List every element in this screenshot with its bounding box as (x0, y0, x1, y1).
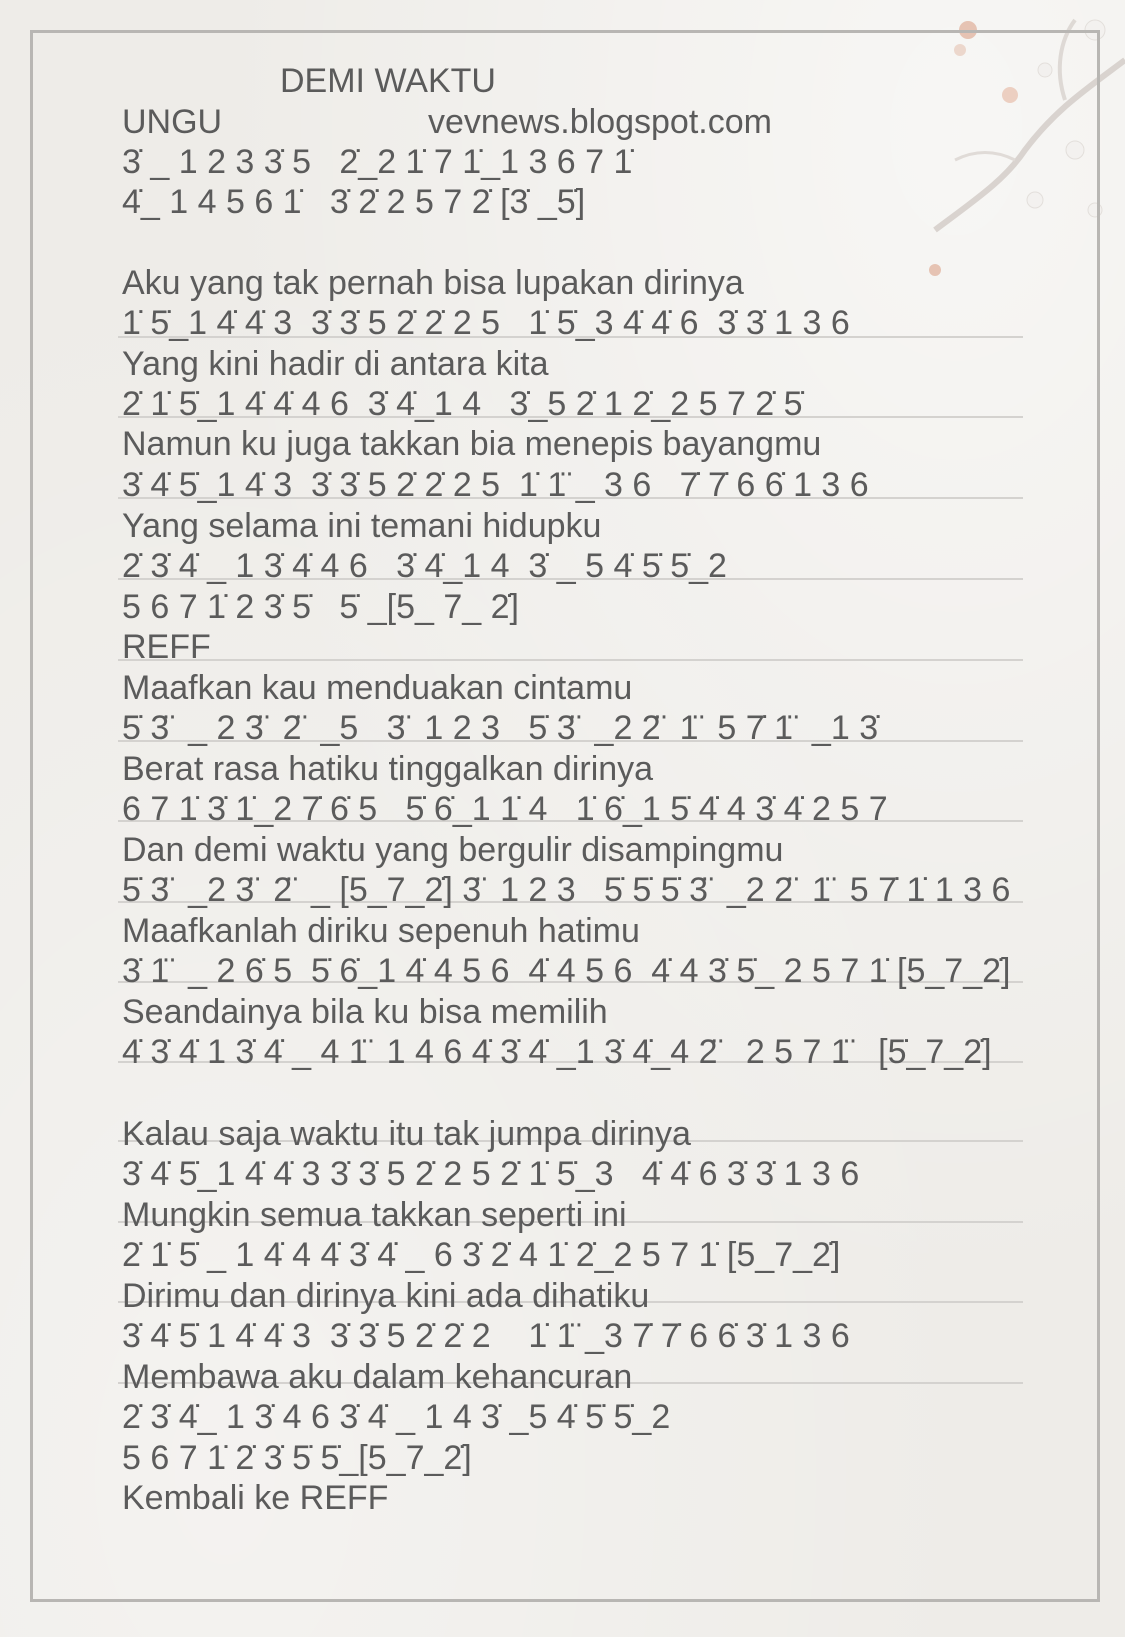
source-site: vevnews.blogspot.com (428, 103, 772, 141)
section-label: Kembali ke REFF (122, 1479, 389, 1517)
notation-line: 1̇ 5̇_1 4̇ 4̇ 3 3̇ 3̇ 5 2̇ 2̇ 2 5 1̇ 5̇_3 4̇ 4̇ 6 3̇ 3̇ 1 3 6 (122, 304, 850, 342)
lyric-line: Yang kini hadir di antara kita (122, 345, 549, 383)
notation-line: 3̇ 1̈ _ 2 6̇ 5 5̇ 6̇_1 4̇ 4 5 6 4̇ 4 5 6 4̇ 4 3̇ 5̇_ 2 5 7 1̇ [5_7_2̇] (122, 952, 1011, 990)
notation-line: 5 6 7 1̇ 2 3̇ 5̇ 5̇ _[5_ 7_ 2̇] (122, 588, 519, 626)
notation-line: 3̇ _ 1 2 3 3̇ 5 2̇_2 1̇ 7 1̇_1 3 6 7 1̇ (122, 143, 633, 181)
lyric-line: Yang selama ini temani hidupku (122, 507, 602, 545)
notation-line: 4̇ 3̇ 4̇ 1 3̇ 4̇ _ 4 1̈ 1 4 6 4̇ 3̇ 4̇ _1 3̇ 4̇_4 2̈ 2 5 7 1̈ [5̇_7_2̇] (122, 1033, 992, 1071)
notation-line: 5̇ 3̈ _2 3̈ 2̈ _ [5_7_2̇] 3̈ 1 2 3 5̇ 5̇ 5̇ 3̈ _2 2̈ 1̈ 5 7̇ 1̇ 1 3 6 (122, 871, 1011, 909)
artist-name: UNGU (122, 103, 223, 141)
notation-line: 5̇ 3̈ _ 2 3̈ 2̈ _5 3̈ 1 2 3 5̇ 3̈ _2 2̈ 1̈ 5 7̇ 1̈ _1 3̇ (122, 709, 879, 747)
lyric-line: Membawa aku dalam kehancuran (122, 1358, 633, 1396)
song-title: DEMI WAKTU (280, 62, 496, 100)
notation-line: 3̇ 4̇ 5̇_1 4̇ 4̇ 3 3̇ 3̇ 5 2̇ 2 5 2̇ 1̇ 5̇_3 4̇ 4̇ 6 3̇ 3̇ 1 3 6 (122, 1155, 860, 1193)
lyric-line: Maafkanlah diriku sepenuh hatimu (122, 912, 640, 950)
lyric-line: Mungkin semua takkan seperti ini (122, 1196, 627, 1234)
ruled-line (118, 659, 1023, 661)
lyric-line: Kalau saja waktu itu tak jumpa dirinya (122, 1115, 691, 1153)
notation-line: 3̇ 4̇ 5̇_1 4̇ 3 3̇ 3̇ 5 2̇ 2̇ 2 5 1̇ 1̈ _ 3 6 7̇ 7̇ 6 6̇ 1 3 6 (122, 466, 869, 504)
notation-line: 3̇ 4̇ 5̇ 1 4̇ 4̇ 3 3̇ 3̇ 5 2̇ 2̇ 2 1̇ 1̈ _3 7̇ 7̇ 6 6̇ 3̇ 1 3 6 (122, 1317, 850, 1355)
notation-line: 5 6 7 1̇ 2̇ 3̇ 5̇ 5̇_[5_7_2̇] (122, 1439, 472, 1477)
lyric-line: Dirimu dan dirinya kini ada dihatiku (122, 1277, 650, 1315)
notation-line: 2̇ 1̇ 5̇ _ 1 4̇ 4 4̇ 3̇ 4̇ _ 6 3̇ 2̇ 4 1̇ 2̇_2 5 7 1̇ [5_7_2̇] (122, 1236, 841, 1274)
lyric-line: Aku yang tak pernah bisa lupakan dirinya (122, 264, 744, 302)
lyric-line: Namun ku juga takkan bia menepis bayangmu (122, 425, 822, 463)
notation-line: 2̇ 1̇ 5̇_1 4̇ 4̇ 4 6 3̇ 4̇_1 4 3̇_5 2̇ 1 2̇_2 5 7 2̇ 5̇ (122, 385, 803, 423)
lyric-line: Maafkan kau menduakan cintamu (122, 669, 633, 707)
section-label: REFF (122, 628, 211, 666)
notation-line: 6 7 1̇ 3̇ 1̇_2 7̇ 6̇ 5 5̇ 6̇_1 1̇ 4 1̇ 6̇_1 5̇ 4̇ 4 3̇ 4̇ 2 5 7 (122, 790, 888, 828)
notation-line: 4̇_ 1 4 5 6 1̇ 3̇ 2̇ 2 5 7 2̇ [3̇ _5̇] (122, 183, 586, 221)
lyric-line: Dan demi waktu yang bergulir disampingmu (122, 831, 784, 869)
notation-line: 2̇ 3̇ 4̇ _ 1 3̇ 4̇ 4 6 3̇ 4̇_1 4 3̇ _ 5 4̇ 5̇ 5̇_2 (122, 547, 727, 585)
lyric-line: Seandainya bila ku bisa memilih (122, 993, 608, 1031)
notation-line: 2̇ 3̇ 4̇_ 1 3̇ 4 6 3̇ 4̇ _ 1 4 3̇ _5 4̇ 5̇ 5̇_2 (122, 1398, 671, 1436)
lyric-line: Berat rasa hatiku tinggalkan dirinya (122, 750, 654, 788)
